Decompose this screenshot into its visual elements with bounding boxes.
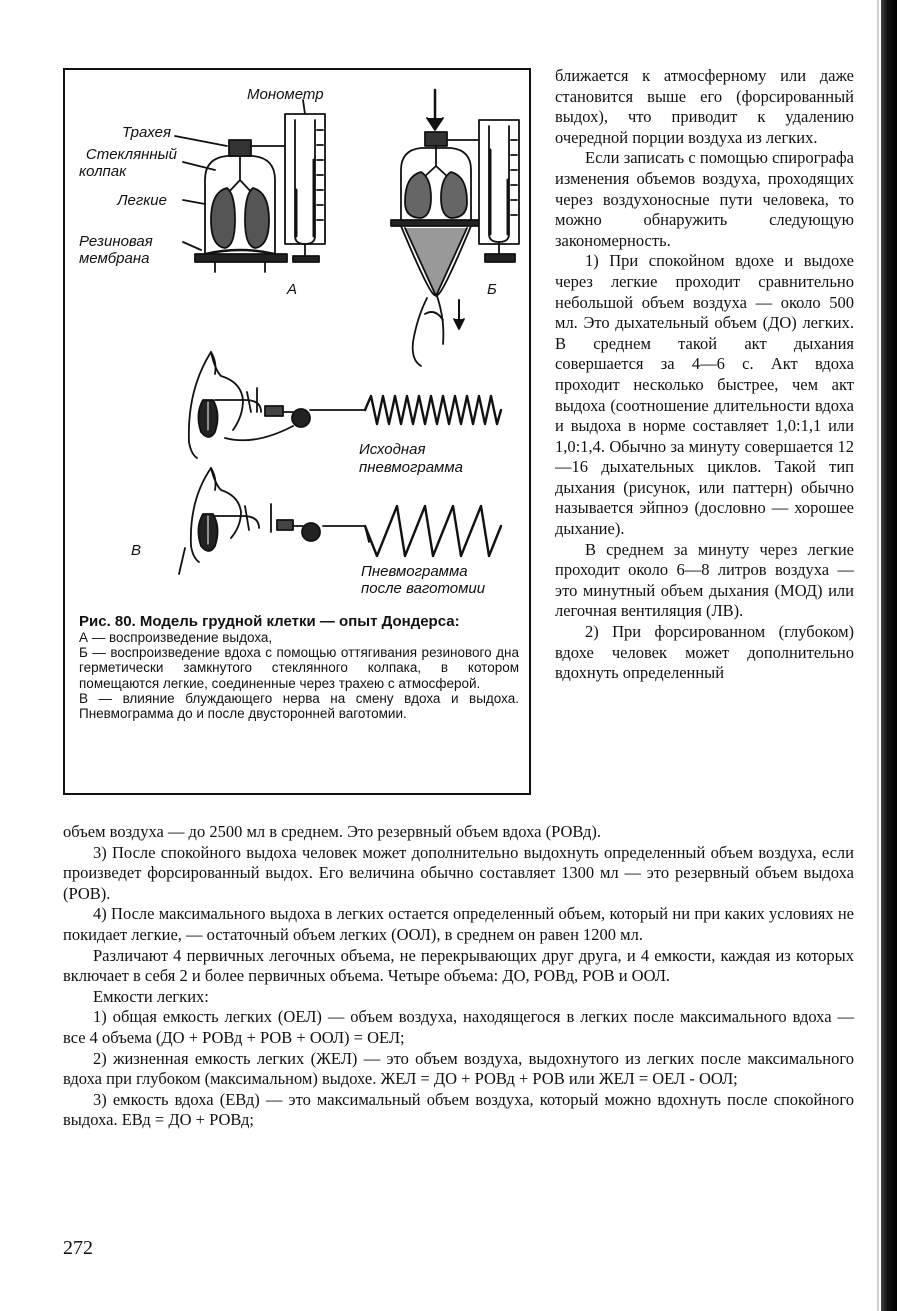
- label-after-2: после ваготомии: [361, 580, 486, 597]
- apparatus-a: [175, 100, 325, 272]
- label-trachea: Трахея: [121, 124, 171, 141]
- label-membrane-1: Резиновая: [79, 233, 153, 250]
- label-initial-1: Исходная: [359, 441, 426, 458]
- paragraph: 1) При спокойном вдохе и выдохе через легкие проходит сравнительно небольшой объем воздуха — около 500 мл. Это дыхательный объем (ДО) легких. В среднем такой акт дыхания совершается за 4—6 с. Акт вдоха проходит несколько быстрее, чем акт выдоха (соотношение длительности вдоха и выдоха в норме составляет 1,0:1,1 или 1,0:1,4. Обычно за минуту совершается 12—16 дыхательных циклов. Такой тип дыхания (рисунок, или паттерн) обычно называется эйпноэ (дословно — хорошее дыхание).: [555, 251, 854, 539]
- label-after-1: Пневмограмма: [361, 563, 468, 580]
- paragraph: 2) При форсированном (глубоком) вдохе человек может дополнительно вдохнуть определенный: [555, 622, 854, 683]
- paragraph: 1) общая емкость легких (ОЕЛ) — объем воздуха, находящегося в легких после максимального вдоха — все 4 объема (ДО + РОВд + РОВ + ООЛ) = ОЕЛ;: [63, 1007, 854, 1047]
- paragraph: 3) емкость вдоха (ЕВд) — это максимальный объем воздуха, который можно вдохнуть после спокойного выдоха. ЕВд = ДО + РОВд;: [63, 1089, 854, 1130]
- apparatus-b: [391, 90, 519, 366]
- label-panel-v: В: [131, 542, 142, 559]
- paragraph: Емкости легких:: [93, 986, 209, 1006]
- right-column-text: [555, 66, 854, 684]
- label-panel-a: А: [287, 281, 298, 298]
- scan-edge-line: [877, 0, 879, 1311]
- caption-item-v: В — влияние блуждающего нерва на смену вдоха и выдоха. Пневмограмма до и после двусторонней ваготомии.: [79, 690, 519, 722]
- label-glass-bell-2: колпак: [79, 163, 127, 180]
- figure-80: [63, 68, 531, 795]
- paragraph: 2) жизненная емкость легких (ЖЕЛ) — это объем воздуха, выдохнутого из легких после максимального вдоха при глубоком (максимальном) выдохе. ЖЕЛ = ДО + РОВд + РОВ или ЖЕЛ = ОЕЛ - ООЛ;: [63, 1048, 854, 1089]
- paragraph: В среднем за минуту через легкие проходит около 6—8 литров воздуха — это минутный объем дыхания (МОД) или легочная вентиляция (ЛВ).: [555, 539, 854, 621]
- caption-item-b: Б — воспроизведение вдоха с помощью оттягивания резинового дна герметически замкнутого стеклянного колпака, в котором помещаются легкие, соединенные через трахею с атмосферой.: [79, 645, 519, 691]
- label-manometer: Монометр: [247, 86, 324, 103]
- rabbit-lower: [179, 468, 369, 574]
- full-width-text: [63, 822, 854, 1131]
- paragraph: Если записать с помощью спирографа изменения объемов воздуха, проходящих через воздухоносные пути человека, то можно обнаружить следующую закономерность.: [555, 148, 854, 250]
- label-glass-bell-1: Стеклянный: [85, 146, 177, 163]
- paragraph: ближается к атмосферному или даже становится выше его (форсированный выдох), что приводит к удалению очередной порции воздуха из легких.: [555, 66, 854, 147]
- caption-item-a: А — воспроизведение выдоха,: [79, 630, 273, 645]
- page-number: 272: [63, 1237, 93, 1259]
- rabbit-upper: [189, 352, 365, 458]
- caption-title: Рис. 80. Модель грудной клетки — опыт Дондерса:: [79, 613, 460, 630]
- paragraph: Различают 4 первичных легочных объема, не перекрывающих друг друга, и 4 емкости, каждая из которых включает в себя 2 и более первичных объема. Четыре объема: ДО, РОВд, РОВ и ООЛ.: [63, 945, 854, 986]
- scan-edge: [881, 0, 897, 1311]
- pneumogram-after-vagotomy: [365, 506, 501, 556]
- paragraph: объем воздуха — до 2500 мл в среднем. Это резервный объем вдоха (РОВд).: [63, 822, 602, 841]
- label-initial-2: пневмограмма: [359, 459, 463, 476]
- label-membrane-2: мембрана: [79, 250, 150, 267]
- pneumogram-initial: [365, 396, 501, 424]
- paragraph: 3) После спокойного выдоха человек может дополнительно выдохнуть определенный объем воздуха, если произведет форсированный выдох. Его величина обычно составляет 1300 мл — это резервный объем выдоха (РОВ).: [63, 842, 854, 903]
- paragraph: 4) После максимального выдоха в легких остается определенный объем, который ни при каких условиях не покидает легкие, — остаточный объем легких (ООЛ), в среднем он равен 1200 мл.: [63, 904, 854, 944]
- label-lungs: Легкие: [117, 192, 167, 209]
- label-panel-b: Б: [487, 281, 497, 298]
- figure-caption: [79, 614, 519, 721]
